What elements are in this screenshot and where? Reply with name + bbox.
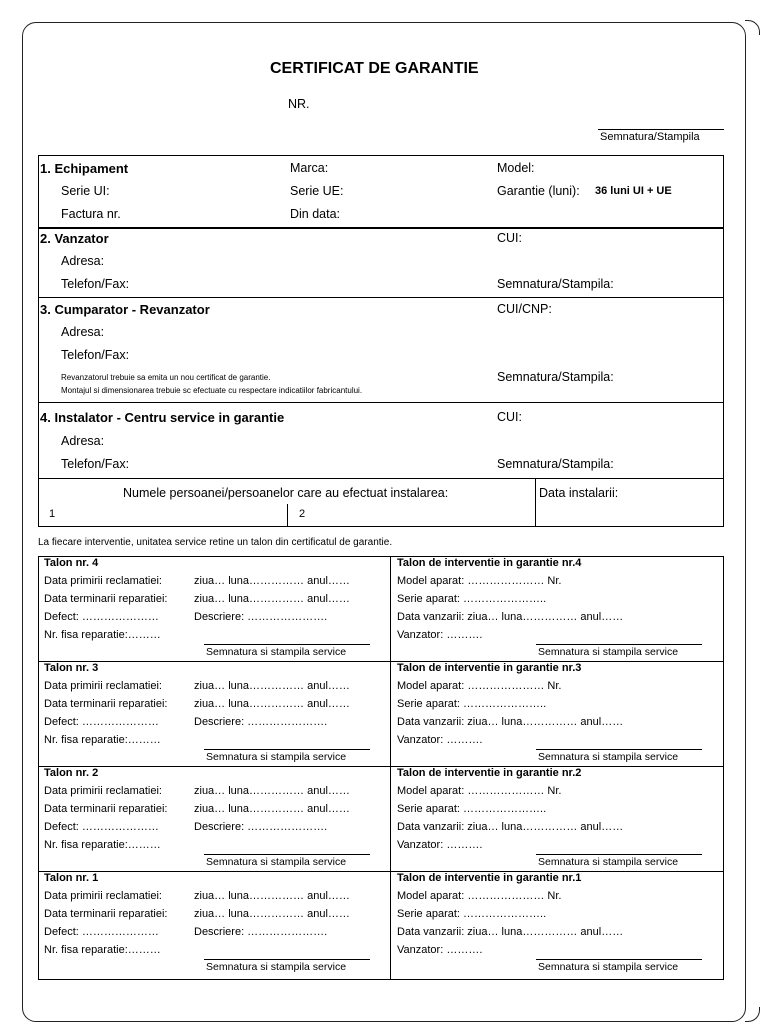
section4-heading: 4. Instalator - Centru service in garantie (40, 410, 285, 425)
vanzator-cui-label: CUI: (497, 231, 522, 245)
descriere-field: Descriere: …………………. (194, 716, 328, 728)
marca-label: Marca: (290, 161, 329, 175)
defect-field: Defect: ………………… (44, 716, 159, 728)
data-terminare-dots: ziua… luna…………… anul…… (194, 908, 350, 920)
install-persons-label: Numele persoanei/persoanelor care au efectuat instalarea: (123, 486, 449, 500)
installer-number-2: 2 (299, 508, 306, 520)
talons-divider-v (390, 556, 391, 980)
serie-ui-label: Serie UI: (61, 184, 110, 198)
serie-ue-label: Serie UE: (290, 184, 344, 198)
install-date-label: Data instalarii: (539, 486, 619, 500)
data-terminare-dots: ziua… luna…………… anul…… (194, 698, 350, 710)
data-primire-dots: ziua… luna…………… anul…… (194, 890, 350, 902)
factura-label: Factura nr. (61, 207, 121, 221)
data-terminare-label: Data terminarii reparatiei: (44, 803, 168, 815)
data-terminare-label: Data terminarii reparatiei: (44, 593, 168, 605)
fisa-reparatie-field: Nr. fisa reparatie:……… (44, 629, 161, 641)
din-data-label: Din data: (290, 207, 341, 221)
data-terminare-dots: ziua… luna…………… anul…… (194, 593, 350, 605)
service-signature-label-right: Semnatura si stampila service (538, 751, 679, 763)
cumparator-semnatura-label: Semnatura/Stampila: (497, 370, 614, 384)
document-title: CERTIFICAT DE GARANTIE (270, 60, 479, 77)
service-signature-label: Semnatura si stampila service (206, 751, 347, 763)
model-aparat-field: Model aparat: ………………… Nr. (397, 890, 562, 902)
serie-aparat-field: Serie aparat: ………………….. (397, 803, 547, 815)
instalator-telefon-label: Telefon/Fax: (61, 457, 130, 471)
fisa-reparatie-field: Nr. fisa reparatie:……… (44, 839, 161, 851)
talon-title: Talon nr. 2 (44, 767, 99, 779)
data-primire-label: Data primirii reclamatiei: (44, 785, 162, 797)
model-aparat-field: Model aparat: ………………… Nr. (397, 680, 562, 692)
service-signature-line (204, 959, 370, 960)
model-aparat-field: Model aparat: ………………… Nr. (397, 575, 562, 587)
data-terminare-dots: ziua… luna…………… anul…… (194, 803, 350, 815)
service-signature-line (204, 644, 370, 645)
service-signature-label-right: Semnatura si stampila service (538, 646, 679, 658)
install-divider-v (535, 478, 536, 527)
data-vanzarii-field: Data vanzarii: ziua… luna…………… anul…… (397, 716, 624, 728)
garantie-value: 36 luni UI + UE (595, 185, 672, 197)
cumparator-telefon-label: Telefon/Fax: (61, 348, 130, 362)
divider-1 (38, 227, 724, 229)
service-signature-line-right (536, 644, 702, 645)
talon-divider (38, 661, 724, 662)
data-primire-label: Data primirii reclamatiei: (44, 575, 162, 587)
installer-number-1: 1 (49, 508, 56, 520)
vanzator-semnatura-label: Semnatura/Stampila: (497, 277, 614, 291)
section3-heading: 3. Cumparator - Revanzator (40, 302, 210, 317)
serie-aparat-field: Serie aparat: ………………….. (397, 593, 547, 605)
data-vanzarii-field: Data vanzarii: ziua… luna…………… anul…… (397, 821, 624, 833)
service-signature-line-right (536, 959, 702, 960)
serie-aparat-field: Serie aparat: ………………….. (397, 908, 547, 920)
service-signature-label: Semnatura si stampila service (206, 856, 347, 868)
data-primire-dots: ziua… luna…………… anul…… (194, 785, 350, 797)
fisa-reparatie-field: Nr. fisa reparatie:……… (44, 944, 161, 956)
instalator-adresa-label: Adresa: (61, 434, 105, 448)
page-curl-bottom (745, 1007, 760, 1022)
defect-field: Defect: ………………… (44, 926, 159, 938)
talon-interventie-title: Talon de interventie in garantie nr.1 (397, 872, 582, 884)
cumparator-cui-label: CUI/CNP: (497, 302, 552, 316)
talon-interventie-title: Talon de interventie in garantie nr.2 (397, 767, 582, 779)
vanzator-field: Vanzator: ………. (397, 734, 483, 746)
section1-heading: 1. Echipament (40, 161, 129, 176)
talon-interventie-title: Talon de interventie in garantie nr.4 (397, 557, 582, 569)
instalator-semnatura-label: Semnatura/Stampila: (497, 457, 614, 471)
talon-title: Talon nr. 4 (44, 557, 99, 569)
form-box (38, 155, 724, 527)
service-signature-line (204, 854, 370, 855)
service-signature-line (204, 749, 370, 750)
cumparator-adresa-label: Adresa: (61, 325, 105, 339)
signature-line-top (598, 129, 724, 130)
model-aparat-field: Model aparat: ………………… Nr. (397, 785, 562, 797)
divider-4 (38, 478, 724, 479)
talon-interventie-title: Talon de interventie in garantie nr.3 (397, 662, 582, 674)
talon-title: Talon nr. 3 (44, 662, 99, 674)
defect-field: Defect: ………………… (44, 821, 159, 833)
install-divider-v2 (287, 504, 288, 527)
talon-title: Talon nr. 1 (44, 872, 99, 884)
nr-label: NR. (288, 97, 310, 111)
data-terminare-label: Data terminarii reparatiei: (44, 908, 168, 920)
defect-field: Defect: ………………… (44, 611, 159, 623)
data-primire-label: Data primirii reclamatiei: (44, 680, 162, 692)
service-signature-label: Semnatura si stampila service (206, 961, 347, 973)
revanzator-note-2: Montajul si dimensionarea trebuie sc efectuate cu respectare indicatiilor fabricantului. (61, 386, 363, 395)
descriere-field: Descriere: …………………. (194, 821, 328, 833)
data-vanzarii-field: Data vanzarii: ziua… luna…………… anul…… (397, 926, 624, 938)
data-terminare-label: Data terminarii reparatiei: (44, 698, 168, 710)
serie-aparat-field: Serie aparat: ………………….. (397, 698, 547, 710)
signature-top-label: Semnatura/Stampila (600, 131, 700, 143)
descriere-field: Descriere: …………………. (194, 926, 328, 938)
revanzator-note-1: Revanzatorul trebuie sa emita un nou certificat de garantie. (61, 373, 271, 382)
section2-heading: 2. Vanzator (40, 231, 109, 246)
data-primire-dots: ziua… luna…………… anul…… (194, 680, 350, 692)
interventie-note: La fiecare interventie, unitatea service retine un talon din certificatul de garantie. (38, 537, 393, 548)
divider-2 (38, 297, 724, 298)
fisa-reparatie-field: Nr. fisa reparatie:……… (44, 734, 161, 746)
vanzator-field: Vanzator: ………. (397, 839, 483, 851)
data-primire-dots: ziua… luna…………… anul…… (194, 575, 350, 587)
service-signature-label-right: Semnatura si stampila service (538, 856, 679, 868)
vanzator-telefon-label: Telefon/Fax: (61, 277, 130, 291)
service-signature-line-right (536, 854, 702, 855)
data-vanzarii-field: Data vanzarii: ziua… luna…………… anul…… (397, 611, 624, 623)
divider-3 (38, 402, 724, 403)
talon-divider (38, 766, 724, 767)
vanzator-field: Vanzator: ………. (397, 944, 483, 956)
service-signature-label-right: Semnatura si stampila service (538, 961, 679, 973)
garantie-label: Garantie (luni): (497, 184, 580, 198)
talon-divider (38, 871, 724, 872)
descriere-field: Descriere: …………………. (194, 611, 328, 623)
vanzator-adresa-label: Adresa: (61, 254, 105, 268)
service-signature-label: Semnatura si stampila service (206, 646, 347, 658)
vanzator-field: Vanzator: ………. (397, 629, 483, 641)
page-curl-top (745, 20, 760, 35)
service-signature-line-right (536, 749, 702, 750)
model-label: Model: (497, 161, 535, 175)
data-primire-label: Data primirii reclamatiei: (44, 890, 162, 902)
instalator-cui-label: CUI: (497, 410, 522, 424)
